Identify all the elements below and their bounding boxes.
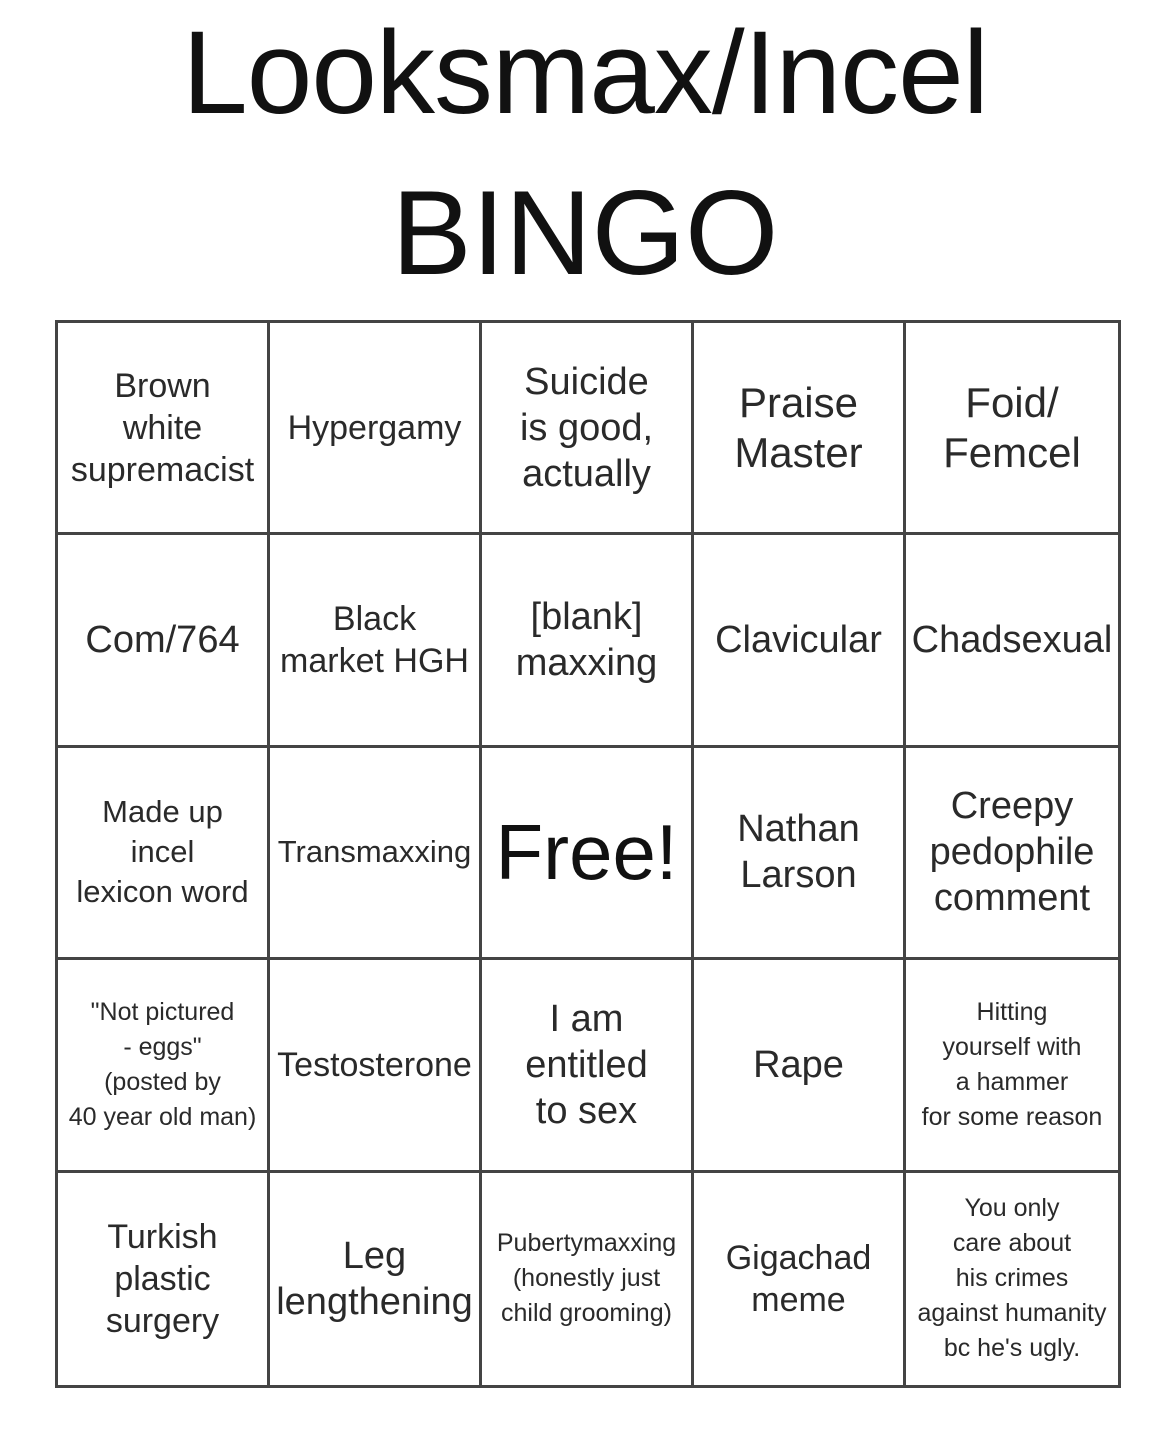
- bingo-cell[interactable]: Leg lengthening: [270, 1173, 482, 1385]
- bingo-cell[interactable]: Made up incel lexicon word: [58, 748, 270, 960]
- bingo-cell[interactable]: Praise Master: [694, 323, 906, 535]
- bingo-board: [55, 320, 1121, 1388]
- bingo-cell[interactable]: Hitting yourself with a hammer for some reason: [906, 960, 1118, 1172]
- bingo-cell[interactable]: "Not pictured - eggs" (posted by 40 year old man): [58, 960, 270, 1172]
- bingo-cell[interactable]: Testosterone: [270, 960, 482, 1172]
- bingo-cell[interactable]: You only care about his crimes against humanity bc he's ugly.: [917, 1194, 1107, 1363]
- bingo-cell[interactable]: Transmaxxing: [270, 748, 482, 960]
- bingo-cell[interactable]: Creepy pedophile comment: [906, 748, 1118, 960]
- bingo-cell[interactable]: Rape: [694, 960, 906, 1172]
- bingo-cell[interactable]: [blank] maxxing: [482, 535, 694, 747]
- bingo-cell[interactable]: I am entitled to sex: [482, 960, 694, 1172]
- bingo-cell[interactable]: Chadsexual: [906, 535, 1118, 747]
- bingo-free-cell[interactable]: Free!: [482, 748, 694, 960]
- bingo-cell[interactable]: Nathan Larson: [694, 748, 906, 960]
- page-subtitle: BINGO: [391, 166, 779, 300]
- bingo-cell[interactable]: Gigachad meme: [694, 1173, 906, 1385]
- bingo-cell[interactable]: Pubertymaxxing (honestly just child grooming): [482, 1173, 694, 1385]
- bingo-cell[interactable]: Foid/ Femcel: [906, 323, 1118, 535]
- bingo-cell[interactable]: Clavicular: [694, 535, 906, 747]
- bingo-cell[interactable]: Suicide is good, actually: [482, 323, 694, 535]
- page-title: Looksmax/Incel: [182, 7, 988, 139]
- bingo-cell[interactable]: Turkish plastic surgery: [58, 1173, 270, 1385]
- bingo-cell[interactable]: Com/764: [58, 535, 270, 747]
- bingo-cell[interactable]: Brown white supremacist: [58, 323, 270, 535]
- bingo-cell[interactable]: Black market HGH: [270, 535, 482, 747]
- bingo-cell[interactable]: Hypergamy: [270, 323, 482, 535]
